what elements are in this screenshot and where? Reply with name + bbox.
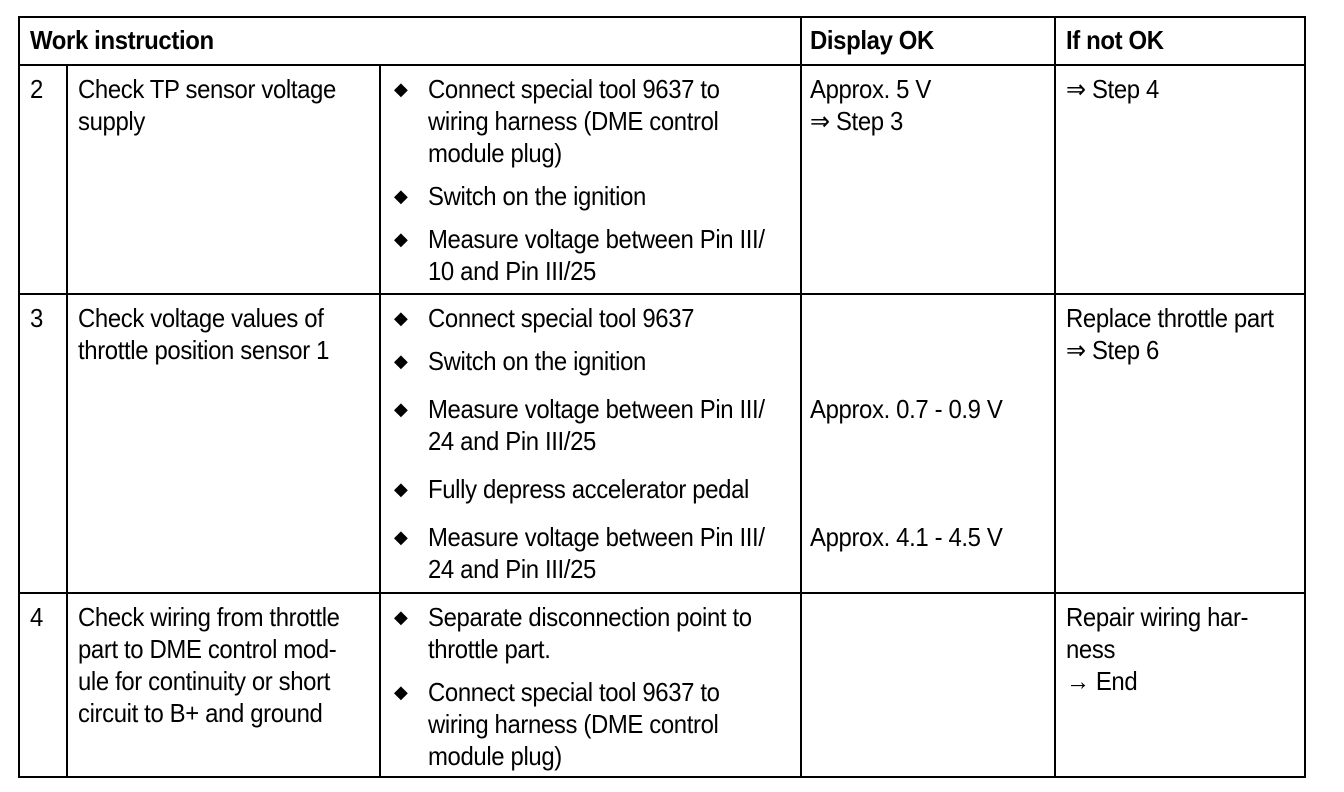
row-3-display-ok-1: Approx. 0.7 - 0.9 V: [810, 394, 1003, 424]
row-2-task: Check TP sensor voltage supply: [78, 74, 336, 136]
bullet-diamond-icon: ◆: [394, 79, 408, 99]
bullet-diamond-icon: ◆: [394, 682, 408, 702]
row-4-if-not-ok: Repair wiring har- ness → End: [1066, 602, 1249, 696]
bullet-diamond-icon: ◆: [394, 479, 408, 499]
bullet-diamond-icon: ◆: [394, 399, 408, 419]
bullet-diamond-icon: ◆: [394, 351, 408, 371]
row-3-if-not-ok: Replace throttle part ⇒ Step 6: [1066, 303, 1274, 365]
header-work-instruction: Work instruction: [30, 25, 214, 55]
bullet-diamond-icon: ◆: [394, 527, 408, 547]
row-2-divider: [18, 293, 1306, 295]
header-row-divider: [18, 64, 1306, 66]
row-3-divider: [18, 592, 1306, 594]
row-2-display-ok: Approx. 5 V ⇒ Step 3: [810, 74, 931, 136]
row-3-task: Check voltage values of throttle position sensor 1: [78, 303, 330, 365]
bullet-diamond-icon: ◆: [394, 186, 408, 206]
bullet-diamond-icon: ◆: [394, 229, 408, 249]
row-4-step-number: 4: [30, 602, 43, 632]
row-2-if-not-ok: ⇒ Step 4: [1066, 74, 1159, 104]
header-if-not-ok: If not OK: [1066, 25, 1164, 55]
row-2-step-number: 2: [30, 74, 43, 104]
bullet-diamond-icon: ◆: [394, 607, 408, 627]
display-column-divider: [800, 16, 802, 778]
row-3-display-ok-2: Approx. 4.1 - 4.5 V: [810, 522, 1003, 552]
step-column-divider: [66, 64, 68, 778]
header-display-ok: Display OK: [810, 25, 934, 55]
row-4-task: Check wiring from throttle part to DME control mod- ule for continuity or short circuit to B+ and ground: [78, 602, 340, 728]
task-column-divider: [379, 64, 381, 778]
bullet-diamond-icon: ◆: [394, 308, 408, 328]
row-3-step-number: 3: [30, 303, 43, 333]
if-not-ok-column-divider: [1054, 16, 1056, 778]
